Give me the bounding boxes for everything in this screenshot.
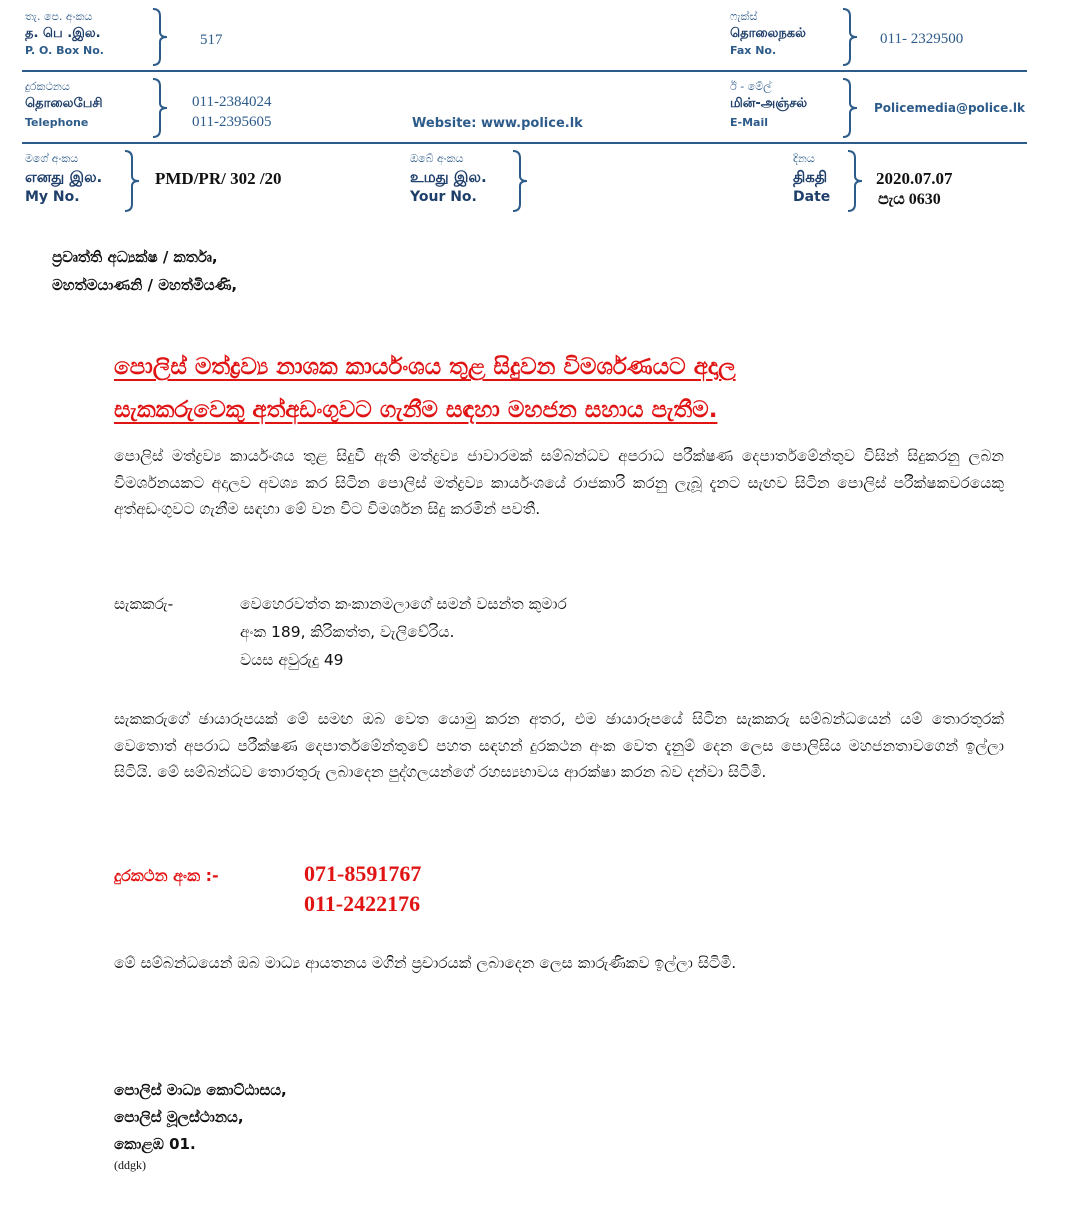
paragraph-3: මේ සම්බන්ධයෙන් ඔබ මාධ්‍ය ආයතනය මගින් ප්‍රචාරයක් ලබාදෙන ලෙස කාරුණිකව ඉල්ලා සිටිමි. [114, 954, 737, 972]
email-link[interactable]: Policemedia@police.lk [874, 101, 1025, 115]
date-label-en: Date [793, 189, 831, 205]
fax-value: 011- 2329500 [880, 31, 964, 47]
website-link[interactable]: Website: www.police.lk [412, 116, 583, 131]
signature-line-3: කොළඹ 01. [114, 1135, 196, 1153]
email-label-en: E-Mail [730, 116, 768, 129]
my-no-label-en: My No. [25, 189, 80, 205]
telephone-label-en: Telephone [25, 116, 89, 129]
date-label-si: දිනය [793, 152, 815, 165]
salutation-line-2: මහත්මයාණනි / මහත්මියණි, [52, 276, 238, 294]
telephone-value-1: 011-2384024 [192, 94, 272, 110]
signature-line-1: පොලිස් මාධ්‍ය කොට්ඨාසය, [114, 1081, 287, 1099]
date-label-ta: திகதி [793, 168, 828, 186]
reference-code: (ddgk) [114, 1158, 146, 1172]
pobox-label-ta: த. பெ .இல. [25, 26, 101, 41]
telephone-value-2: 011-2395605 [192, 114, 272, 130]
suspect-label: සැකකරු- [114, 595, 174, 613]
paragraph-2: සැකකරුගේ ඡායාරූපයක් මේ සමඟ ඔබ වෙත යොමු කරන අතර, එම ඡායාරූපයේ සිටින සැකකරු සම්බන්ධයෙන් යම් තොරතුරක් වෙතොත් අපරාධ පරීක්ෂණ දෙපාර්තමේන්තුවේ පහත සඳහන් දුරකථන අංක වෙත දැනුම් දෙන ලෙස පොලිසිය මහජනතාවගෙන් ඉල්ලා සිටියි. මේ සම්බන්ධව තොරතුරු ලබාදෙන පුද්ගලයන්ගේ රහස්‍යභාවය ආරක්ෂා කරන බව දන්වා සිටිමි. [114, 710, 1004, 781]
pobox-brace [150, 8, 170, 66]
phones-label: දුරකථන අංක :- [114, 866, 219, 885]
suspect-name: වෙහෙරවත්ත කංකානමලාගේ සමන් වසන්ත කුමාර [240, 595, 567, 613]
your-no-label-ta: உமது இல. [410, 168, 487, 186]
title-line-2: සැකකරුවෙකු අත්අඩංගුවට ගැනීම සඳහා මහජන සහාය පැතීම. [114, 397, 718, 423]
pobox-value: 517 [200, 32, 223, 48]
fax-label-en: Fax No. [730, 44, 777, 57]
pobox-label-si: තැ. පෙ. අංකය [25, 10, 93, 23]
telephone-brace [150, 78, 170, 138]
phone-number-2[interactable]: 011-2422176 [304, 891, 421, 916]
letterhead-divider [22, 70, 1027, 72]
phone-number-1[interactable]: 071-8591767 [304, 861, 422, 886]
fax-label-si: ෆැක්ස් [730, 10, 758, 23]
suspect-age: වයස අවුරුදු 49 [240, 651, 344, 669]
letterhead [0, 0, 1080, 240]
telephone-label-si: දුරකථනය [25, 80, 70, 93]
my-no-label-ta: எனது இல. [25, 168, 103, 186]
title-line-1: පොලිස් මත්ද්‍රව්‍ය නාශක කාර්යංශය තුළ සිදුවන විමර්ශණයට අදාල [114, 354, 736, 380]
pobox-label-en: P. O. Box No. [25, 44, 104, 57]
signature-line-2: පොලිස් මූලස්ථානය, [114, 1108, 244, 1126]
fax-brace [840, 8, 860, 66]
your-no-label-en: Your No. [410, 189, 477, 205]
your-no-label-si: ඔබේ අංකය [410, 152, 464, 165]
paragraph-1: පොලිස් මත්ද්‍රව්‍ය කාර්යංශය තුළ සිදුවී ඇති මත්ද්‍රව්‍ය ජාවාරමක් සම්බන්ධව අපරාධ පරීක්ෂණ දෙපාර්තමේන්තුව විසින් සිදුකරනු ලබන විමර්ශනයකට අදාලව අවශ්‍ය කර සිටින පොලිස් මත්ද්‍රව්‍ය කාර්යංශයේ රාජකාරි කරනු ලැබූ දැනට සැඟව සිටින පොලිස් පරීක්ෂකවරයෙකු අත්අඩංගුවට ගැනීම සඳහා මේ වන විට විමර්ශන සිදු කරමින් පවතී. [114, 447, 1004, 518]
my-no-value: PMD/PR/ 302 /20 [155, 169, 282, 188]
suspect-address: අංක 189, කිරිකත්ත, වැලිවේරිය. [240, 623, 455, 641]
email-label-ta: மின்-அஞ்சல் [730, 96, 808, 111]
letterhead-divider-2 [22, 142, 1027, 144]
date-value: 2020.07.07 [876, 169, 953, 188]
email-label-si: ඊ - මේල් [730, 80, 772, 93]
telephone-label-ta: தொலைபேசி [25, 96, 103, 111]
date-brace [845, 150, 865, 212]
your-no-brace [510, 150, 530, 212]
fax-label-ta: தொலைநகல் [730, 26, 806, 41]
my-no-brace [122, 150, 142, 212]
my-no-label-si: මගේ අංකය [25, 152, 79, 165]
email-brace [840, 78, 860, 138]
salutation-line-1: ප්‍රවෘත්ති අධ්‍යක්ෂ / කර්තෘ, [52, 248, 218, 266]
date-time: පැය 0630 [878, 191, 941, 208]
